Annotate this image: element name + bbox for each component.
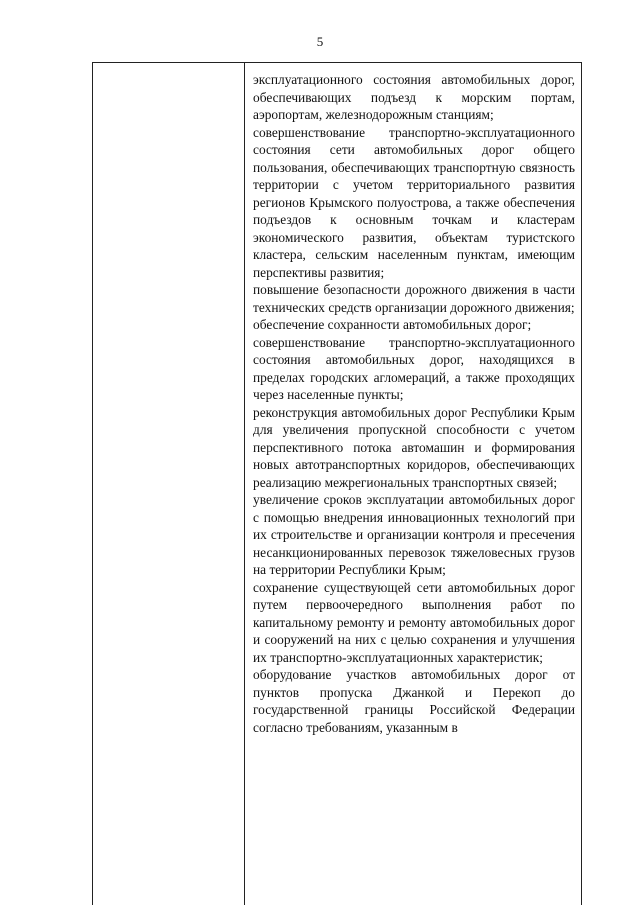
table-column-divider [244,63,245,905]
table-cell-text [253,71,575,736]
paragraph: эксплуатационного состояния автомобильных дорог, обеспечивающих подъезд к морским портам, аэропортам, железнодорожным станциям; [253,72,575,122]
paragraph: сохранение существующей сети автомобильных дорог путем первоочередного выполнения работ по капитальному ремонту и ремонту автомобильных дорог и сооружений на них с целью сохранения и улучшения их транспортно-эксплуатационных характеристик; [253,579,575,665]
document-table [92,62,582,905]
page-number: 5 [316,34,324,49]
paragraph: обеспечение сохранности автомобильных дорог; [253,317,532,332]
paragraph: совершенствование транспортно-эксплуатационного состояния сети автомобильных дорог общего пользования, обеспечивающих транспортную связность территории с учетом территориального развития регионов Крымского полуострова, а также обеспечения подъездов к основным точкам и кластерам экономического развития, объектам туристского кластера, сельским населенным пунктам, имеющим перспективы развития; [253,124,575,280]
paragraph: оборудование участков автомобильных дорог от пунктов пропуска Джанкой и Перекоп до государственной границы Российской Федерации согласно требованиям, указанным в [253,667,575,735]
paragraph: увеличение сроков эксплуатации автомобильных дорог с помощью внедрения инновационных технологий при их строительстве и организации контроля и пресечения несанкционированных перевозок тяжеловесных грузов на территории Республики Крым; [253,492,575,577]
paragraph: реконструкция автомобильных дорог Республики Крым для увеличения пропускной способности с учетом перспективного потока автомашин и формирования новых автотранспортных коридоров, обеспечивающих реализацию межрегиональных транспортных связей; [253,404,575,490]
paragraph: совершенствование транспортно-эксплуатационного состояния автомобильных дорог, находящихся в пределах городских агломераций, а также проходящих через населенные пункты; [253,334,575,402]
paragraph: повышение безопасности дорожного движения в части технических средств организации дорожного движения; [253,282,575,315]
